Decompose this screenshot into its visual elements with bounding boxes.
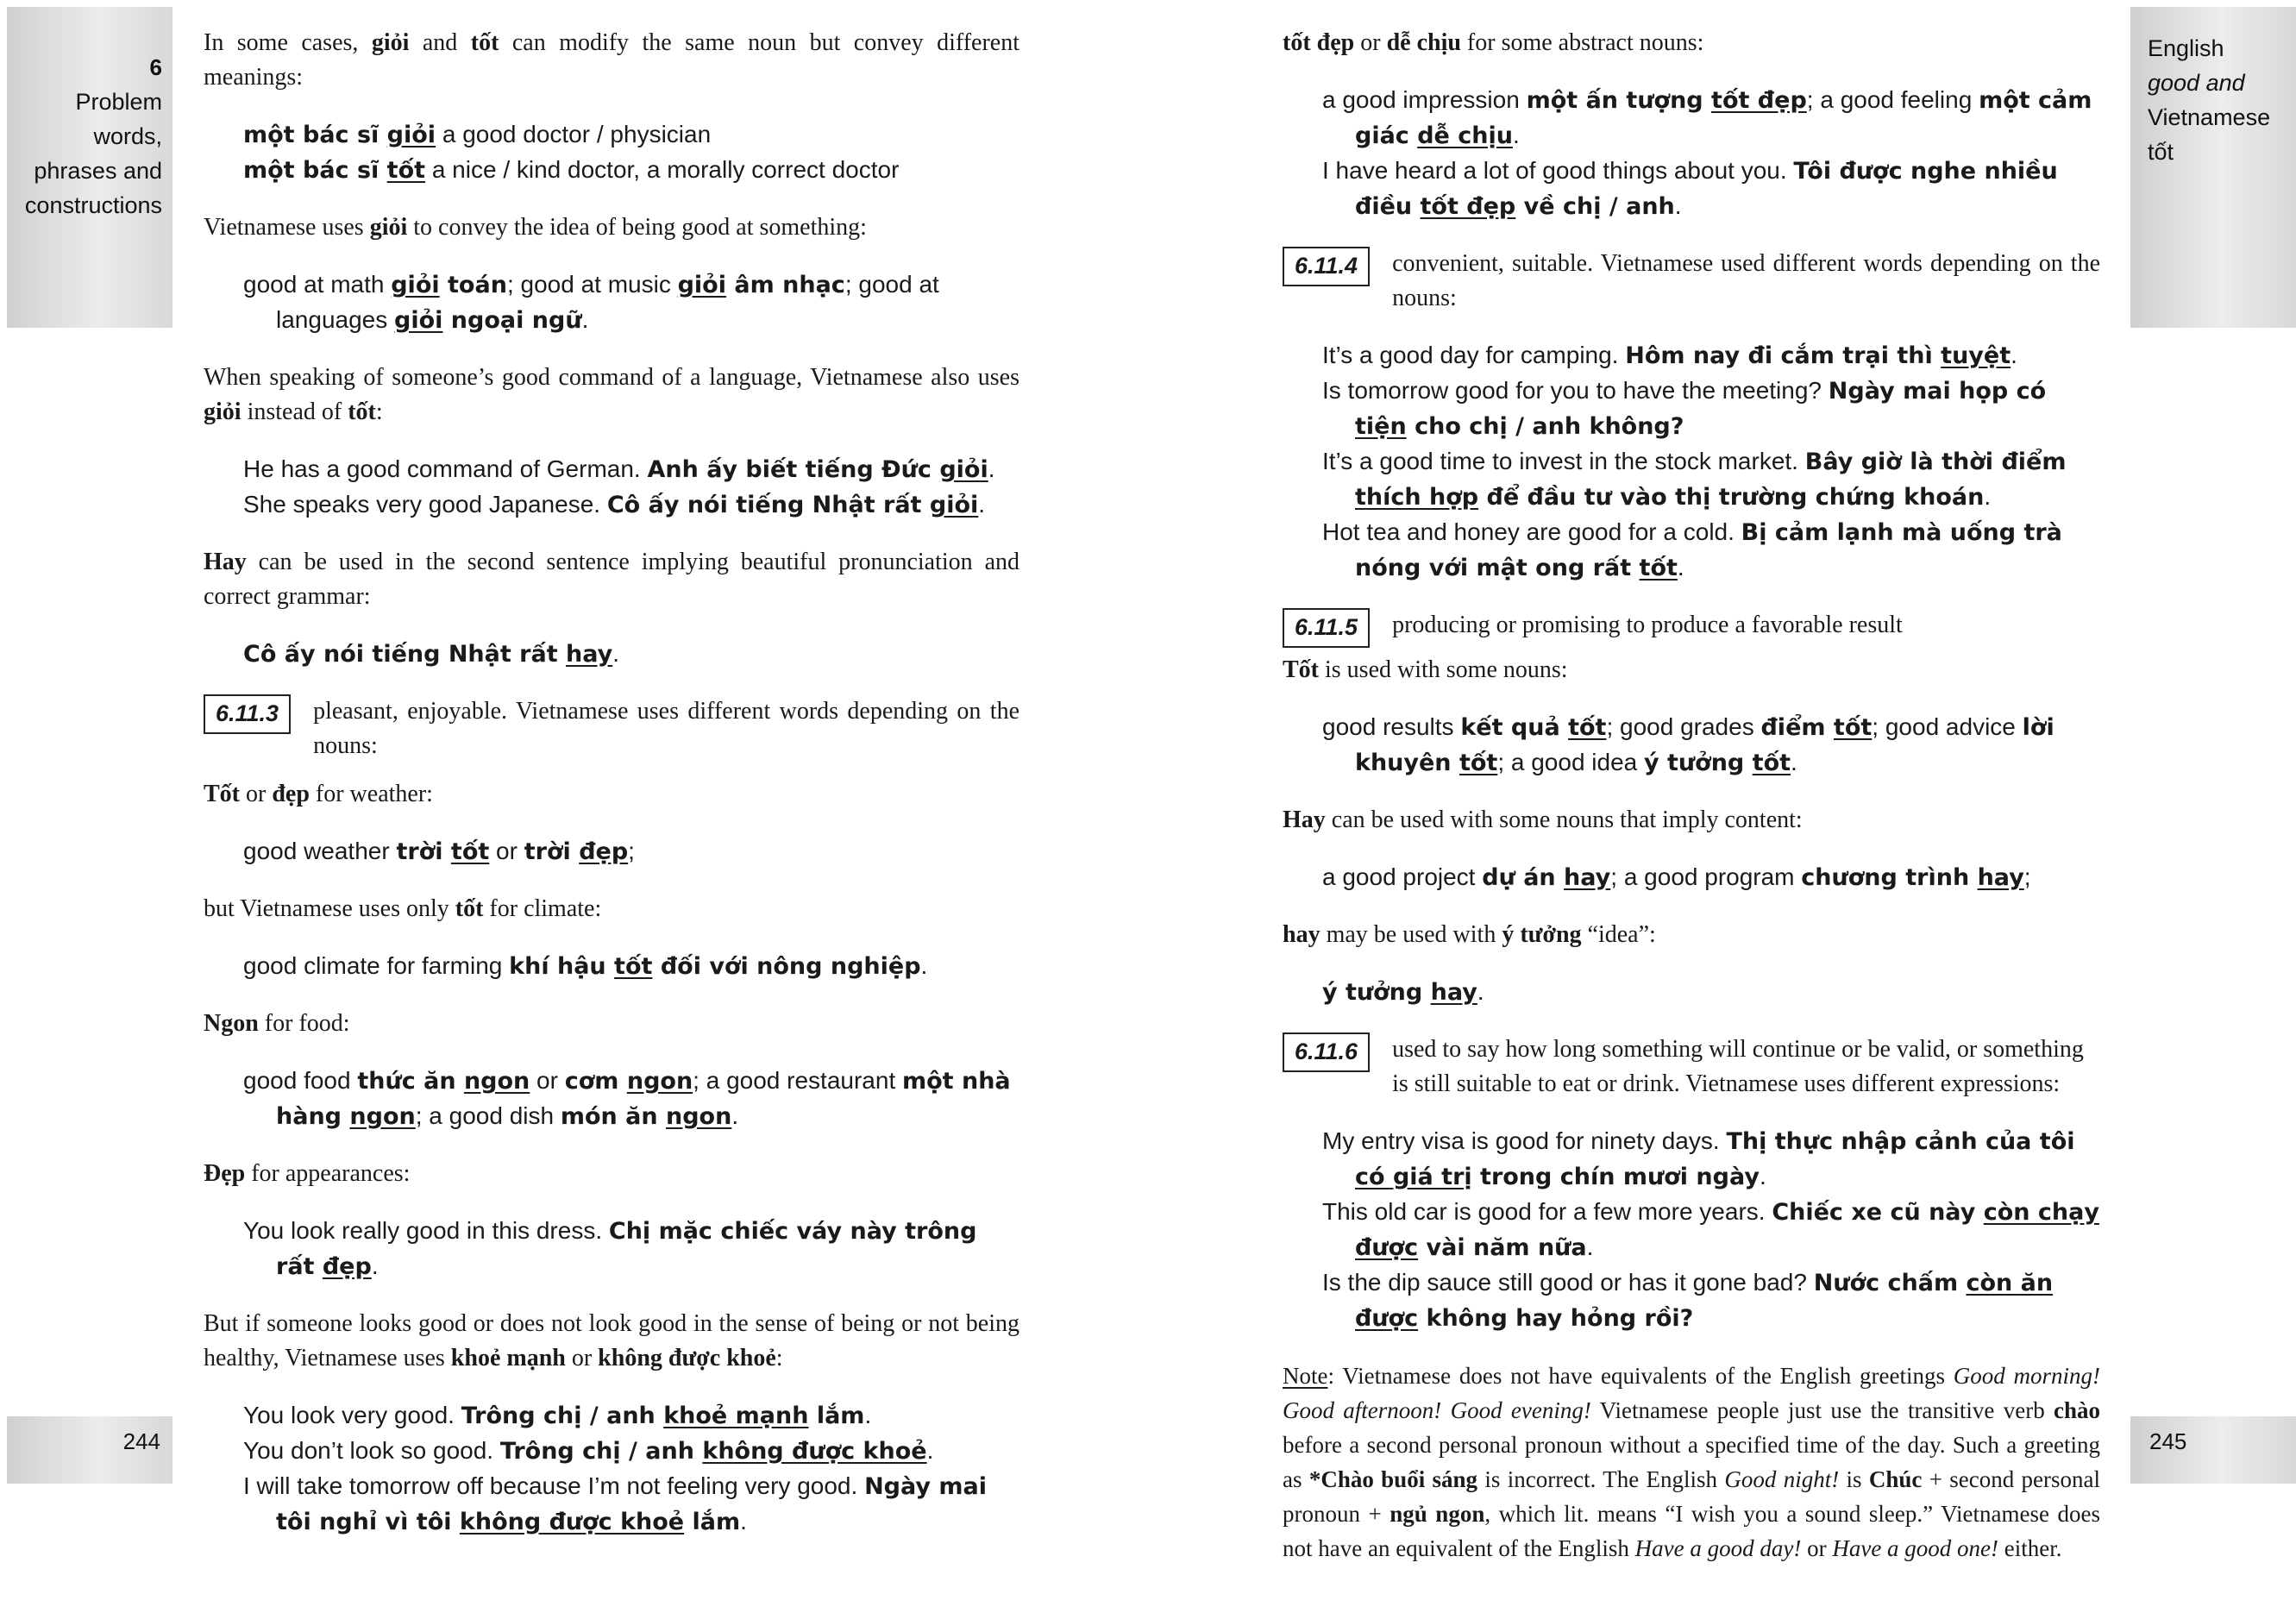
en-text: You look really good in this dress. — [243, 1217, 609, 1244]
text: or — [1801, 1535, 1833, 1561]
text: instead of — [241, 399, 348, 425]
example-block — [1322, 975, 2100, 1010]
vn-underlined: không được khoẻ — [702, 1438, 927, 1465]
paragraph — [204, 892, 1019, 926]
term: Chúc — [1868, 1466, 1923, 1492]
text: for climate: — [483, 895, 602, 922]
en-text: ; good at music — [506, 271, 678, 298]
left-text-column — [204, 26, 1019, 1562]
en-text: good climate for farming — [243, 952, 510, 979]
en-text: a good doctor / physician — [436, 121, 712, 147]
example-block — [243, 1064, 1019, 1134]
example-line — [1322, 154, 2100, 224]
vn-underlined: giỏi — [386, 122, 436, 148]
text: is — [1839, 1466, 1869, 1492]
punct: . — [1512, 122, 1520, 148]
en-text: You look very good. — [243, 1402, 461, 1428]
paragraph — [204, 210, 1019, 245]
term: hay — [1283, 921, 1321, 948]
punct: . — [2011, 342, 2017, 368]
paragraph — [204, 1307, 1019, 1376]
vn-underlined: tốt — [1833, 714, 1873, 741]
tab-line: good and — [2148, 70, 2245, 96]
vn-underlined: ngon — [666, 1103, 732, 1130]
example-line — [243, 1214, 1019, 1284]
vn-text: cơm — [564, 1068, 627, 1095]
paragraph — [204, 1007, 1019, 1041]
section-tab — [2130, 7, 2296, 328]
example-block — [1322, 338, 2100, 586]
vn-text: kết quả — [1460, 714, 1569, 741]
punct: . — [740, 1508, 747, 1535]
section-text: pleasant, enjoyable. Vietnamese uses different words depending on the nouns: — [313, 698, 1019, 759]
tab-line: Vietnamese — [2148, 104, 2271, 130]
term: khoẻ mạnh — [450, 1345, 566, 1371]
example-line — [243, 153, 1019, 188]
paragraph — [1283, 653, 2100, 687]
vn-underlined: đẹp — [322, 1253, 372, 1280]
example-block — [1322, 710, 2100, 781]
section-number: 6.11.4 — [1283, 247, 1370, 286]
vn-text: trong chín mươi ngày — [1471, 1164, 1760, 1190]
en-text: My entry visa is good for ninety days. — [1322, 1127, 1727, 1154]
right-page — [1148, 0, 2296, 1613]
vn-text: Trông chị / anh — [499, 1438, 703, 1465]
vn-text: không hay hỏng rồi? — [1418, 1305, 1694, 1332]
text: but Vietnamese uses only — [204, 895, 455, 922]
vn-text: dự án — [1482, 864, 1565, 891]
term: giỏi — [369, 214, 408, 241]
example-line — [1322, 710, 2100, 781]
vn-text: một bác sĩ — [243, 122, 387, 148]
page-number: 245 — [2130, 1416, 2296, 1484]
vn-underlined: còn ăn được — [1355, 1270, 2054, 1332]
right-text-column — [1283, 26, 2100, 1566]
text: can be used in the second sentence implying beautiful pronunciation and correct grammar: — [204, 549, 1019, 610]
section-number: 6.11.6 — [1283, 1032, 1370, 1072]
punct: . — [1984, 483, 1992, 510]
vn-underlined: giỏi — [394, 307, 443, 334]
text: can be used with some nouns that imply content: — [1325, 806, 1803, 833]
chapter-title-line: constructions — [24, 192, 162, 218]
vn-underlined: ngon — [626, 1068, 693, 1095]
text: for weather: — [309, 781, 433, 807]
vn-text: toán — [439, 272, 507, 298]
example-line — [243, 1469, 1019, 1540]
example-line — [1322, 1195, 2100, 1265]
vn-text: Chiếc xe cũ này — [1772, 1199, 1984, 1226]
text: is used with some nouns: — [1319, 656, 1568, 683]
section-text: producing or promising to produce a favorable result — [1392, 612, 1903, 638]
vn-text: Tôi được nghe nhiều điều — [1355, 158, 2058, 220]
vn-underlined: còn chạy được — [1355, 1199, 2099, 1261]
example-line — [243, 117, 1019, 153]
section-heading — [204, 694, 1019, 763]
chapter-title-line: words, — [93, 123, 162, 149]
example-line — [1322, 1265, 2100, 1336]
italic-text: Good morning! Good afternoon! Good evening! — [1283, 1363, 2101, 1423]
text: , which lit. means “I wish you a sound sleep.” Vietnamese does not have an equivalent of the English — [1283, 1501, 2100, 1561]
vn-underlined: hay — [566, 641, 613, 668]
vn-text: Thị thực nhập cảnh của tôi — [1726, 1128, 2075, 1155]
example-line — [1322, 373, 2100, 444]
vn-text: Bây giờ là thời điểm — [1804, 449, 2067, 475]
example-block — [243, 637, 1019, 672]
vn-text: để đầu tư vào thị trường chứng khoán — [1478, 484, 1985, 511]
vn-underlined: tốt — [1459, 750, 1498, 776]
italic-text: Have a good day! — [1634, 1535, 1802, 1561]
chapter-title-line: phrases and — [34, 158, 162, 184]
text: When speaking of someone’s good command of a language, Vietnamese also uses — [204, 364, 1019, 391]
term: giỏi — [371, 29, 410, 56]
punct: ; — [628, 838, 635, 864]
example-block — [243, 452, 1019, 523]
punct: . — [1759, 1163, 1766, 1189]
vn-text: Ngày mai tôi nghỉ vì tôi — [276, 1473, 987, 1535]
paragraph — [204, 26, 1019, 95]
note-label: Note — [1283, 1363, 1328, 1389]
text: : — [375, 399, 383, 425]
example-block — [243, 1214, 1019, 1284]
vn-underlined: tiện — [1355, 413, 1407, 440]
term: tốt — [348, 399, 376, 425]
note-paragraph — [1283, 1359, 2100, 1566]
paragraph — [1283, 26, 2100, 60]
example-line — [1322, 444, 2100, 515]
text: + second personal pronoun + — [1283, 1466, 2101, 1527]
en-text: good weather — [243, 838, 397, 864]
vn-underlined: hay — [1564, 864, 1611, 891]
en-text: ; good grades — [1606, 713, 1761, 740]
en-text: She speaks very good Japanese. — [243, 491, 607, 518]
vn-text: đối với nông nghiệp — [652, 953, 921, 980]
paragraph — [204, 1157, 1019, 1191]
vn-underlined: ngon — [349, 1103, 416, 1130]
example-line — [243, 487, 1019, 523]
chapter-tab — [7, 7, 173, 328]
example-line — [243, 1064, 1019, 1134]
term: giỏi — [204, 399, 242, 425]
term: tốt đẹp — [1283, 29, 1355, 56]
example-line — [1322, 1124, 2100, 1195]
punct: . — [581, 306, 589, 333]
vn-underlined: tốt — [614, 953, 653, 980]
en-text: ; a good idea — [1497, 749, 1645, 775]
vn-text: Anh ấy biết tiếng Đức — [647, 456, 940, 483]
italic-text: Good night! — [1724, 1466, 1840, 1492]
example-line — [1322, 338, 2100, 373]
example-line — [243, 267, 1019, 338]
example-block — [1322, 860, 2100, 895]
example-block — [243, 267, 1019, 338]
vn-underlined: thích hợp — [1355, 484, 1479, 511]
vn-underlined: khoẻ mạnh — [663, 1403, 809, 1429]
section-heading — [1283, 247, 2100, 324]
punct: . — [864, 1402, 872, 1428]
section-text: used to say how long something will continue or be valid, or something is still suitable to eat or drink. Vietnamese uses different expressions: — [1392, 1036, 2084, 1097]
vn-text: vài năm nữa — [1418, 1234, 1587, 1261]
vn-underlined: giỏi — [677, 272, 726, 298]
paragraph — [204, 777, 1019, 812]
text: is incorrect. The English — [1477, 1466, 1725, 1492]
term: Đẹp — [204, 1160, 246, 1187]
vn-text: Bị cảm lạnh mà uống trà nóng với mật ong rất — [1355, 519, 2062, 581]
example-line — [1322, 83, 2100, 154]
en-text: This old car is good for a few more years. — [1322, 1198, 1772, 1225]
text: may be used with — [1320, 921, 1502, 948]
punct: . — [1791, 749, 1797, 775]
text: Vietnamese people just use the transitive verb — [1590, 1397, 2054, 1423]
example-line — [243, 949, 1019, 984]
example-block — [243, 949, 1019, 984]
vn-text: Cô ấy nói tiếng Nhật rất — [243, 641, 567, 668]
punct: . — [1586, 1233, 1594, 1260]
example-line — [1322, 975, 2100, 1010]
vn-underlined: tốt — [1639, 555, 1678, 581]
punct: . — [988, 455, 995, 482]
example-line — [243, 452, 1019, 487]
text: to convey the idea of being good at something: — [407, 214, 867, 241]
en-text: good food — [243, 1067, 358, 1094]
vn-text: về chị / anh — [1515, 193, 1675, 220]
vn-underlined: đẹp — [579, 838, 629, 865]
page-number: 244 — [7, 1416, 173, 1484]
punct: . — [612, 640, 620, 667]
vn-text: một cảm giác — [1355, 87, 2092, 149]
term: ngủ ngon — [1390, 1501, 1485, 1527]
vn-text: Nước chấm — [1813, 1270, 1967, 1296]
text: Vietnamese uses — [204, 214, 370, 241]
term: Hay — [1283, 806, 1326, 833]
en-text: a good project — [1322, 863, 1483, 890]
chapter-number: 6 — [149, 54, 162, 80]
text: for some abstract nouns: — [1460, 29, 1704, 56]
en-text: Is tomorrow good for you to have the meeting? — [1322, 377, 1829, 404]
section-heading — [1283, 1032, 2100, 1110]
vn-underlined: giỏi — [391, 272, 440, 298]
en-text: a good impression — [1322, 86, 1527, 113]
en-text: ; a good dish — [415, 1102, 561, 1129]
en-text: It’s a good day for camping. — [1322, 342, 1626, 368]
term: không được khoẻ — [598, 1345, 776, 1371]
vn-underlined: hay — [1430, 979, 1477, 1006]
vn-text: lời khuyên — [1355, 714, 2054, 776]
text: : — [775, 1345, 783, 1371]
example-block — [243, 1398, 1019, 1540]
vn-underlined: tốt — [1752, 750, 1791, 776]
section-number: 6.11.3 — [204, 694, 291, 734]
vn-underlined: giỏi — [939, 456, 988, 483]
vn-text: một ấn tượng — [1526, 87, 1712, 114]
vn-text: khí hậu — [509, 953, 615, 980]
vn-text: ngoại ngữ — [442, 307, 582, 334]
vn-underlined: tốt đẹp — [1420, 193, 1516, 220]
section-number: 6.11.5 — [1283, 608, 1370, 648]
tab-line: tốt — [2148, 139, 2174, 165]
example-line — [243, 637, 1019, 672]
en-text: It’s a good time to invest in the stock market. — [1322, 448, 1805, 474]
text: before a second personal pronoun without a specified time of the day. Such a greeting as — [1283, 1432, 2100, 1492]
term: tốt — [470, 29, 499, 56]
punct: . — [1477, 978, 1484, 1005]
section-text: convenient, suitable. Vietnamese used different words depending on the nouns: — [1392, 250, 2100, 311]
vn-text: Ngày mai họp có — [1828, 378, 2047, 405]
punct: . — [1677, 554, 1684, 581]
text: “idea”: — [1581, 921, 1656, 948]
term: Tốt — [1283, 656, 1319, 683]
vn-underlined: tốt đẹp — [1711, 87, 1807, 114]
en-text: good results — [1322, 713, 1461, 740]
vn-text: lắm — [808, 1403, 865, 1429]
punct: . — [731, 1102, 739, 1129]
paragraph — [1283, 803, 2100, 838]
tab-line: English — [2148, 35, 2224, 61]
chapter-title-line: Problem — [75, 89, 162, 115]
vn-text: trời — [524, 838, 580, 865]
text: or — [1354, 29, 1387, 56]
example-block — [1322, 1124, 2100, 1336]
en-text: ; a good feeling — [1806, 86, 1979, 113]
term: dễ chịu — [1386, 29, 1461, 56]
vn-text: Cô ấy nói tiếng Nhật rất — [606, 492, 930, 518]
text: and — [409, 29, 471, 56]
example-line — [1322, 515, 2100, 586]
text: either. — [1998, 1535, 2062, 1561]
vn-text: Hôm nay đi cắm trại thì — [1625, 342, 1942, 369]
text: can modify the same noun but convey different meanings: — [204, 29, 1019, 91]
example-line — [243, 834, 1019, 869]
text: In some cases, — [204, 29, 372, 56]
vn-text: chương trình — [1801, 864, 1978, 891]
section-heading — [1283, 608, 2100, 648]
en-text: He has a good command of German. — [243, 455, 648, 482]
text: for food: — [258, 1010, 350, 1037]
punct: . — [1674, 192, 1682, 219]
italic-text: Have a good one! — [1832, 1535, 1999, 1561]
en-text: You don’t look so good. — [243, 1437, 500, 1464]
term: Hay — [204, 549, 247, 575]
example-block — [1322, 83, 2100, 224]
text: or — [240, 781, 273, 807]
term: *Chào buổi sáng — [1308, 1466, 1478, 1492]
example-line — [243, 1398, 1019, 1434]
punct: ; — [2023, 863, 2031, 890]
term: đẹp — [272, 781, 310, 807]
vn-underlined: tuyệt — [1941, 342, 2011, 369]
en-text: ; good advice — [1872, 713, 2023, 740]
paragraph — [1283, 918, 2100, 952]
text: : Vietnamese does not have equivalents of the English greetings — [1327, 1363, 1954, 1389]
en-text: ; a good restaurant — [693, 1067, 902, 1094]
vn-text: âm nhạc — [725, 272, 845, 298]
paragraph — [204, 545, 1019, 614]
en-text: Hot tea and honey are good for a cold. — [1322, 518, 1741, 545]
vn-text: cho chị / anh không? — [1406, 413, 1684, 440]
en-text: ; a good program — [1610, 863, 1802, 890]
vn-underlined: ngon — [463, 1068, 530, 1095]
vn-underlined: dễ chịu — [1417, 122, 1513, 149]
vn-text: trời — [396, 838, 451, 865]
punct: . — [920, 952, 928, 979]
vn-underlined: tốt — [1568, 714, 1607, 741]
en-text: ; good at languages — [276, 271, 939, 333]
vn-underlined: giỏi — [929, 492, 979, 518]
vn-text: một bác sĩ — [243, 157, 387, 184]
term: tốt — [455, 895, 484, 922]
vn-underlined: hay — [1977, 864, 2024, 891]
vn-text: lắm — [684, 1509, 741, 1535]
text: But if someone looks good or does not look good in the sense of being or not being healthy, Vietnamese uses — [204, 1310, 1019, 1371]
punct: . — [978, 491, 986, 518]
term: Ngon — [204, 1010, 259, 1037]
vn-text: ý tưởng — [1644, 750, 1753, 776]
vn-underlined: không được khoẻ — [459, 1509, 685, 1535]
text: or — [565, 1345, 599, 1371]
example-line — [1322, 860, 2100, 895]
example-line — [243, 1434, 1019, 1469]
en-text: Is the dip sauce still good or has it gone bad? — [1322, 1269, 1814, 1296]
vn-text: thức ăn — [357, 1068, 464, 1095]
en-text: or — [530, 1067, 565, 1094]
vn-underlined: tốt — [386, 157, 426, 184]
vn-text: món ăn — [560, 1103, 666, 1130]
vn-underlined: tốt — [450, 838, 490, 865]
en-text: I have heard a lot of good things about you. — [1322, 157, 1794, 184]
en-text: good at math — [243, 271, 392, 298]
vn-text: điểm — [1760, 714, 1834, 741]
vn-text: ý tưởng — [1322, 979, 1431, 1006]
punct: . — [371, 1252, 379, 1279]
vn-text: Trông chị / anh — [461, 1403, 664, 1429]
vn-text: Chị mặc chiếc váy này trông rất — [276, 1218, 977, 1280]
en-text: I will take tomorrow off because I’m not feeling very good. — [243, 1472, 865, 1499]
punct: . — [926, 1437, 934, 1464]
paragraph — [204, 361, 1019, 430]
en-text: or — [489, 838, 524, 864]
example-block — [243, 834, 1019, 869]
text: for appearances: — [245, 1160, 411, 1187]
term: ý tưởng — [1502, 921, 1582, 948]
en-text: a nice / kind doctor, a morally correct doctor — [425, 156, 900, 183]
example-block — [243, 117, 1019, 188]
term: chào — [2054, 1397, 2100, 1423]
term: Tốt — [204, 781, 240, 807]
vn-underlined: có giá trị — [1355, 1164, 1472, 1190]
vn-text: một nhà hàng — [276, 1068, 1011, 1130]
